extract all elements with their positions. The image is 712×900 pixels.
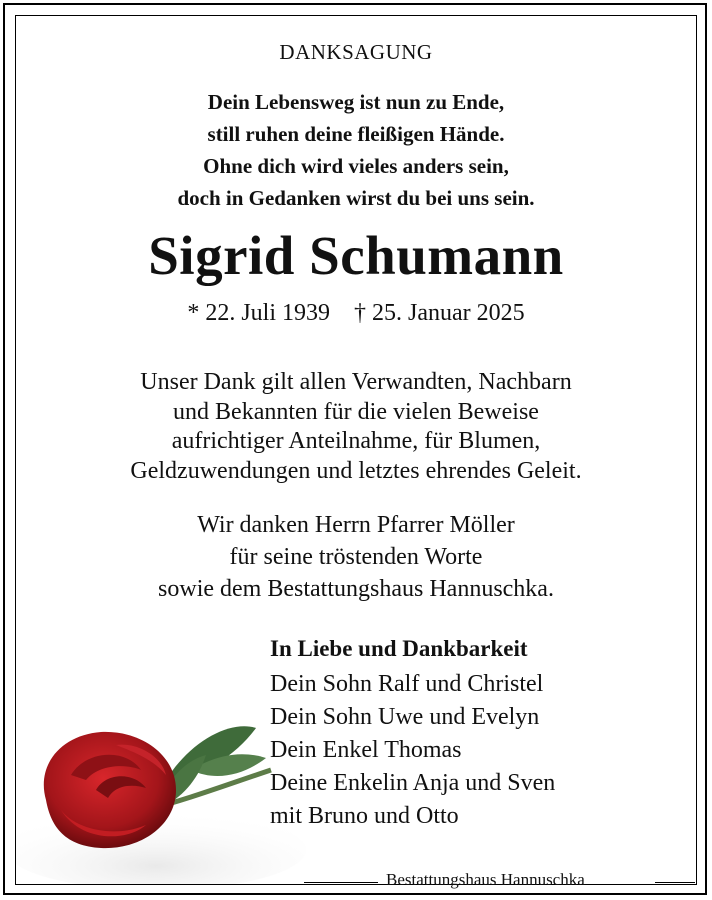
poem-line: still ruhen deine fleißigen Hände. xyxy=(207,122,505,146)
signoff-block xyxy=(270,636,555,833)
thanks-line: und Bekannten für die vielen Beweise xyxy=(173,398,539,425)
signer-line: Dein Sohn Ralf und Christel xyxy=(270,671,544,697)
signoff-heading: In Liebe und Dankbarkeit xyxy=(270,636,528,661)
poem-line: Dein Lebensweg ist nun zu Ende, xyxy=(207,90,505,114)
red-rose-icon xyxy=(16,660,306,884)
thanks-line: sowie dem Bestattungshaus Hannuschka. xyxy=(158,576,554,602)
signer-line: Deine Enkelin Anja und Sven xyxy=(270,770,556,796)
thanks-line: für seine tröstenden Worte xyxy=(229,544,483,570)
thanks-paragraph-2 xyxy=(0,509,712,605)
signer-line: Dein Enkel Thomas xyxy=(270,737,462,763)
thanks-line: aufrichtiger Anteilnahme, für Blumen, xyxy=(171,428,541,454)
thanks-line: Unser Dank gilt allen Verwandten, Nachbarn xyxy=(140,369,572,395)
thanks-line: Geldzuwendungen und letztes ehrendes Geleit. xyxy=(130,457,582,484)
signer-line: mit Bruno und Otto xyxy=(270,803,459,829)
poem-line: doch in Gedanken wirst du bei uns sein. xyxy=(177,186,535,210)
poem xyxy=(0,86,712,214)
footer xyxy=(0,862,712,892)
deceased-name: Sigrid Schumann xyxy=(148,225,564,286)
funeral-home-credit: Bestattungshaus Hannuschka xyxy=(386,870,585,889)
footer-divider-left xyxy=(304,882,378,883)
thanks-line: Wir danken Herrn Pfarrer Möller xyxy=(197,512,515,538)
footer-divider-right xyxy=(655,882,695,883)
life-dates: * 22. Juli 1939 † 25. Januar 2025 xyxy=(187,300,525,326)
notice-heading: DANKSAGUNG xyxy=(279,40,433,64)
thanks-paragraph xyxy=(0,368,712,486)
poem-line: Ohne dich wird vieles anders sein, xyxy=(203,154,509,178)
signer-line: Dein Sohn Uwe und Evelyn xyxy=(270,704,540,730)
